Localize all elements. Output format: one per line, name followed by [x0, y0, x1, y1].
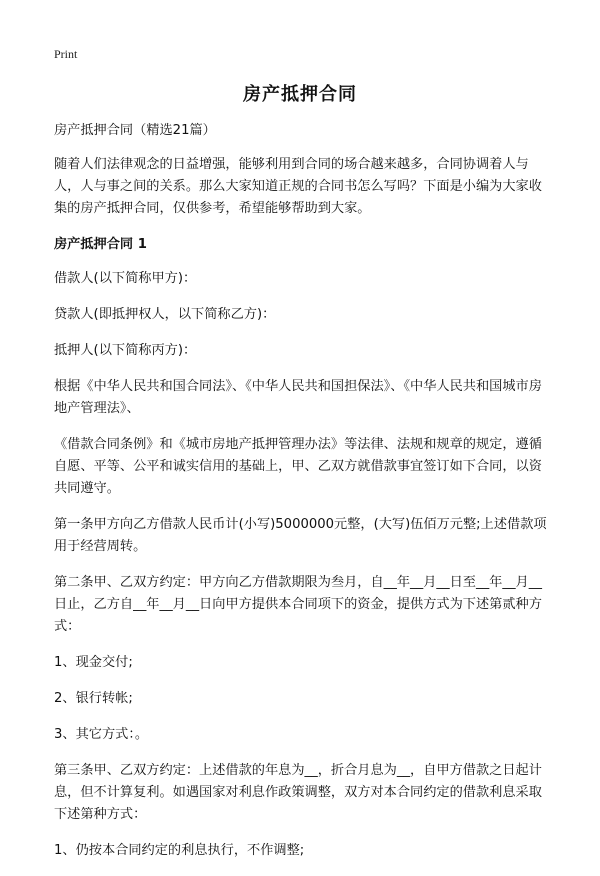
- list-item-other: 3、其它方式：。: [54, 727, 149, 742]
- section-heading: 房产抵押合同 1: [54, 237, 147, 252]
- paragraph-legal-basis-2: 《借款合同条例》和《城市房地产抵押管理办法》等法律、法规和规章的规定，遵循自愿、平等、公平和诚实信用的基础上，甲、乙双方就借款事宜签订如下合同，以资共同遵守。: [54, 437, 542, 496]
- document-subtitle: 房产抵押合同（精选21篇）: [54, 123, 216, 138]
- paragraph-mortgagor: 抵押人(以下简称丙方)：: [54, 343, 197, 358]
- paragraph-article-1: 第一条甲方向乙方借款人民币计(小写)5000000元整，(大写)伍佰万元整;上述借款项用于经营周转。: [54, 517, 547, 554]
- intro-paragraph: 随着人们法律观念的日益增强，能够利用到合同的场合越来越多，合同协调着人与人，人与事之间的关系。那么大家知道正规的合同书怎么写吗？下面是小编为大家收集的房产抵押合同，仅供参考，希望能够帮助到大家。: [54, 157, 542, 216]
- print-label[interactable]: Print: [54, 47, 78, 61]
- list-item-keep-interest: 1、仍按本合同约定的利息执行，不作调整;: [54, 843, 305, 858]
- document-body: [54, 120, 554, 876]
- paragraph-lender: 贷款人(即抵押权人，以下简称乙方)：: [54, 307, 276, 322]
- list-item-cash: 1、现金交付;: [54, 655, 133, 670]
- paragraph-article-2: 第二条甲、乙双方约定：甲方向乙方借款期限为叁月，自__年__月__日至__年__月__日止，乙方自__年__月__日向甲方提供本合同项下的资金，提供方式为下述第贰种方式：: [54, 575, 542, 634]
- paragraph-borrower: 借款人(以下简称甲方)：: [54, 271, 197, 286]
- document-title: 房产抵押合同: [243, 84, 357, 105]
- paragraph-article-3: 第三条甲、乙双方约定：上述借款的年息为__，折合月息为__，自甲方借款之日起计息，但不计算复利。如遇国家对利息作政策调整，双方对本合同约定的借款利息采取下述第种方式：: [54, 763, 542, 822]
- paragraph-legal-basis-1: 根据《中华人民共和国合同法》、《中华人民共和国担保法》、《中华人民共和国城市房地产管理法》、: [54, 379, 542, 416]
- list-item-bank-transfer: 2、银行转帐;: [54, 691, 133, 706]
